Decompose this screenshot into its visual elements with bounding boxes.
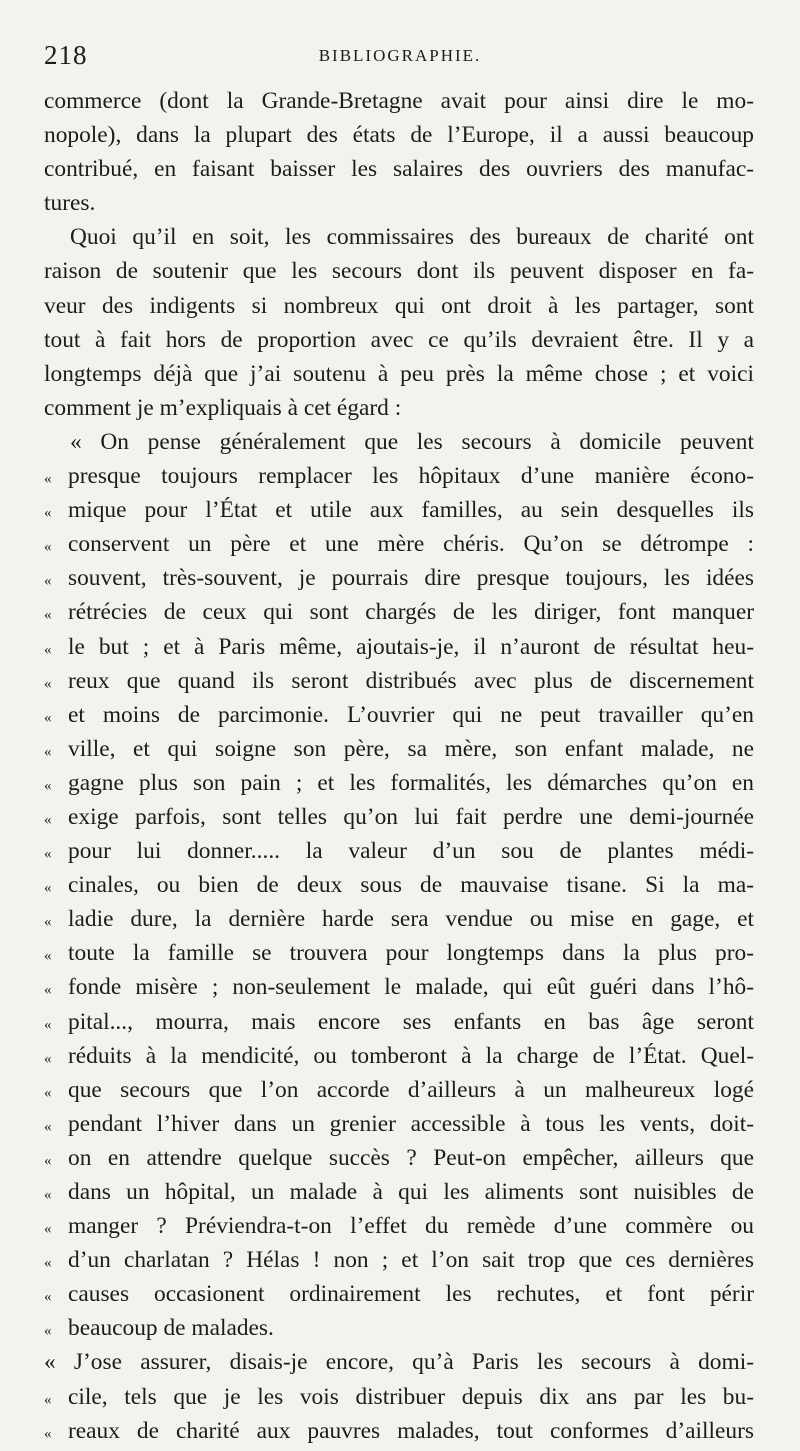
text-line [44, 459, 754, 493]
quote-mark: « [44, 1118, 52, 1135]
text-line [44, 766, 754, 800]
text-line: tures. [44, 190, 96, 217]
quote-mark: « [44, 1323, 52, 1340]
text-line [44, 493, 754, 527]
text-line [44, 664, 754, 698]
line-text: souvent, très-souvent, je pourrais dire presque toujours, les idées [68, 565, 754, 592]
line-text: manger ? Préviendra-t-on l’effet du remède d’une commère ou [68, 1213, 754, 1240]
text-line [44, 834, 754, 868]
line-text: d’un charlatan ? Hélas ! non ; et l’on sait trop que ces dernières [68, 1247, 754, 1274]
text-line [44, 527, 754, 561]
text-line: « On pense généralement que les secours à domicile peuvent [70, 428, 754, 455]
line-text: le but ; et à Paris même, ajoutais-je, il n’auront de résultat heu- [68, 633, 754, 660]
quote-mark: « [44, 641, 52, 658]
quote-mark: « [44, 1255, 52, 1272]
text-line [44, 1107, 754, 1141]
text-line [44, 732, 754, 766]
line-text: ladie dure, la dernière harde sera vendue ou mise en gage, et [68, 906, 754, 933]
line-text: presque toujours remplacer les hôpitaux d’une manière écono- [68, 463, 754, 490]
text-line [44, 630, 754, 664]
line-text: conservent un père et une mère chéris. Qu’on se détrompe : [68, 531, 754, 558]
line-text: et moins de parcimonie. L’ouvrier qui ne peut travailler qu’en [68, 701, 754, 728]
quote-mark: « [44, 777, 52, 794]
text-line: nopole), dans la plupart des états de l’Europe, il a aussi beaucoup [44, 122, 754, 149]
quote-mark: « [44, 914, 52, 931]
running-head: BIBLIOGRAPHIE. [318, 46, 482, 65]
quote-mark: « [44, 675, 52, 692]
text-line: « J’ose assurer, disais-je encore, qu’à Paris les secours à domi- [44, 1349, 754, 1376]
quote-mark: « [44, 880, 52, 897]
quote-mark: « [44, 1187, 52, 1203]
quote-mark: « [44, 1425, 52, 1442]
text-line [44, 1243, 754, 1277]
quote-mark: « [44, 607, 52, 624]
line-text: rétrécies de ceux qui sont chargés de les diriger, font manquer [68, 599, 754, 626]
quote-mark: « [44, 811, 52, 828]
line-text: reaux de charité aux pauvres malades, tout conformes d’ailleurs [68, 1417, 754, 1444]
text-line [44, 595, 754, 629]
line-text: gagne plus son pain ; et les formalités, les démarches qu’on en [68, 769, 754, 796]
quote-mark: « [44, 709, 52, 726]
quote-mark: « [44, 743, 52, 760]
text-line [44, 1039, 754, 1073]
text-line: tout à fait hors de proportion avec ce qu’ils devraient être. Il y a [44, 326, 754, 353]
quote-mark: « [44, 846, 52, 863]
text-line: raison de soutenir que les secours dont ils peuvent disposer en fa- [44, 258, 754, 285]
quote-mark: « [44, 1289, 52, 1306]
quote-mark: « [44, 471, 52, 488]
quote-mark: « [44, 1050, 52, 1067]
text-line [44, 698, 754, 732]
text-line [44, 561, 754, 595]
line-text: cinales, ou bien de deux sous de mauvaise tisane. Si la ma- [68, 872, 754, 899]
quote-mark: « [44, 1016, 52, 1033]
line-text: toute la famille se trouvera pour longtemps dans la plus pro- [68, 940, 754, 967]
line-text: reux que quand ils seront distribués avec plus de discernement [68, 667, 754, 694]
line-text: pour lui donner..... la valeur d’un sou de plantes médi- [68, 838, 754, 865]
text-line [44, 1277, 754, 1311]
text-line [44, 1141, 754, 1175]
line-text: cile, tels que je les vois distribuer depuis dix ans par les bu- [68, 1383, 754, 1410]
line-text: beaucoup de malades. [68, 1315, 274, 1342]
text-line: commerce (dont la Grande-Bretagne avait pour ainsi dire le mo- [44, 88, 754, 114]
text-line: comment je m’expliquais à cet égard : [44, 394, 402, 421]
quote-mark: « [44, 948, 52, 965]
page-number: 218 [44, 40, 88, 70]
line-text: pendant l’hiver dans un grenier accessible à tous les vents, doit- [68, 1110, 754, 1137]
text-line [44, 970, 754, 1004]
body-text [44, 84, 754, 1448]
text-line [44, 936, 754, 970]
text-line: contribué, en faisant baisser les salaires des ouvriers des manufac- [44, 156, 754, 183]
quote-mark: « [44, 1391, 52, 1408]
quote-mark: « [44, 573, 52, 590]
text-line: veur des indigents si nombreux qui ont droit à les partager, sont [44, 292, 754, 319]
quote-mark: « [44, 1152, 52, 1169]
quote-mark: « [44, 1221, 52, 1238]
quote-mark: « [44, 539, 52, 556]
line-text: causes occasionent ordinairement les rechutes, et font périr [68, 1281, 754, 1308]
text-line [44, 1311, 754, 1345]
text-line [44, 1073, 754, 1107]
line-text: exige parfois, sont telles qu’on lui fait perdre une demi-journée [68, 803, 754, 830]
line-text: ville, et qui soigne son père, sa mère, son enfant malade, ne [68, 735, 754, 762]
text-line [44, 800, 754, 834]
text-line: longtemps déjà que j’ai soutenu à peu près la même chose ; et voici [44, 360, 754, 387]
quote-mark: « [44, 1084, 52, 1101]
text-line [44, 1005, 754, 1039]
line-text: on en attendre quelque succès ? Peut-on empêcher, ailleurs que [68, 1144, 754, 1171]
line-text: réduits à la mendicité, ou tomberont à la charge de l’État. Quel- [68, 1042, 754, 1069]
text-line [44, 902, 754, 936]
quote-mark: « [44, 505, 52, 522]
text-line [44, 868, 754, 902]
text-line [44, 1414, 754, 1448]
text-line [44, 1175, 754, 1209]
line-text: que secours que l’on accorde d’ailleurs à un malheureux logé [68, 1076, 754, 1103]
text-line [44, 1209, 754, 1243]
quote-mark: « [44, 982, 52, 999]
line-text: dans un hôpital, un malade à qui les aliments sont nuisibles de [68, 1179, 754, 1205]
text-line: Quoi qu’il en soit, les commissaires des bureaux de charité ont [70, 224, 754, 251]
line-text: pital..., mourra, mais encore ses enfants en bas âge seront [68, 1008, 754, 1035]
line-text: mique pour l’État et utile aux familles, au sein desquelles ils [68, 497, 754, 524]
text-line [44, 1380, 754, 1414]
line-text: fonde misère ; non-seulement le malade, qui eût guéri dans l’hô- [68, 974, 754, 1001]
